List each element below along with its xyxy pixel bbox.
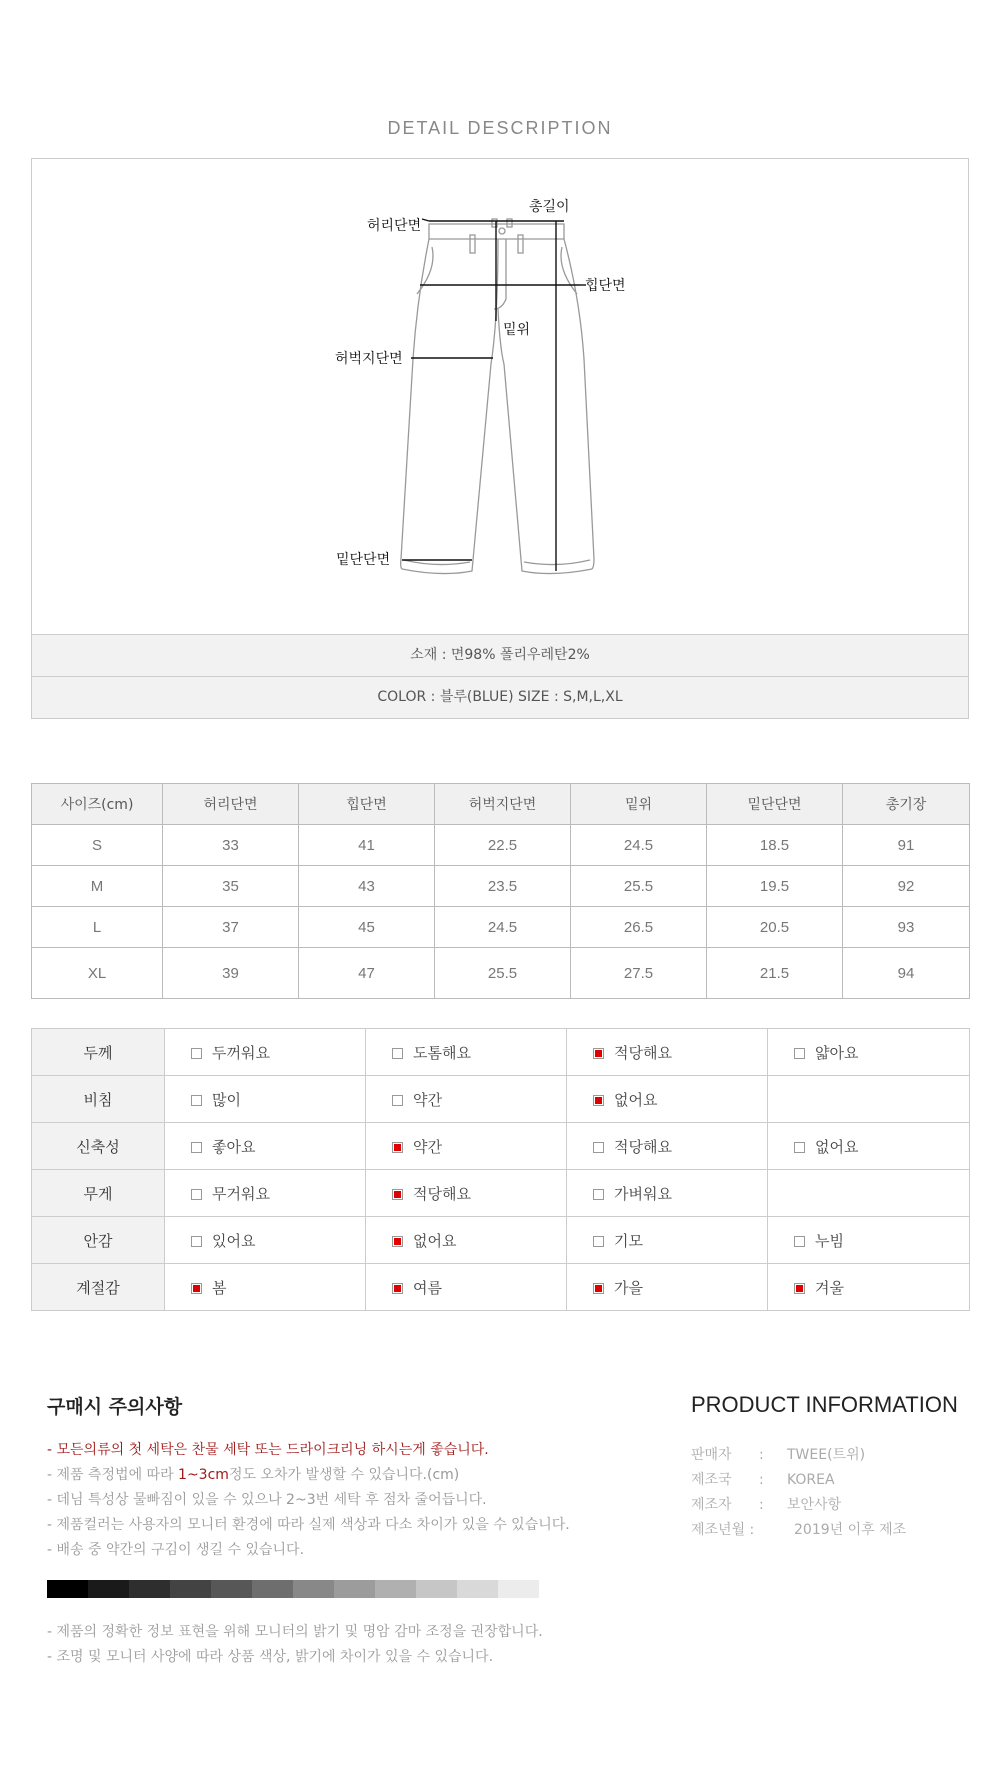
attribute-table	[31, 1028, 970, 1311]
label-total-length: 총길이	[529, 199, 570, 215]
product-info-label: 제조년월 :	[691, 1522, 755, 1538]
product-info-row	[691, 1494, 841, 1514]
checked-box-icon	[593, 1048, 604, 1059]
attribute-name: 무게	[32, 1170, 165, 1217]
table-row	[32, 825, 970, 866]
table-cell: 27.5	[571, 948, 707, 999]
table-cell: XL	[32, 948, 163, 999]
unchecked-box-icon	[794, 1048, 805, 1059]
label-hip: 힙단면	[585, 278, 626, 294]
pants-diagram-panel	[31, 158, 969, 634]
size-table	[31, 783, 970, 999]
table-cell: 37	[163, 907, 299, 948]
product-info-row	[691, 1519, 906, 1539]
attribute-option	[768, 1170, 970, 1217]
table-cell: 92	[843, 866, 970, 907]
attribute-option	[567, 1123, 768, 1170]
notice-title: 구매시 주의사항	[47, 1396, 183, 1418]
option-label: 적당해요	[413, 1184, 471, 1203]
label-thigh: 허벅지단면	[335, 351, 403, 367]
attribute-option	[366, 1170, 567, 1217]
attribute-option	[165, 1076, 366, 1123]
product-info-value: KOREA	[787, 1472, 835, 1488]
unchecked-box-icon	[794, 1142, 805, 1153]
notice-line	[47, 1464, 459, 1484]
option-label: 없어요	[413, 1231, 457, 1250]
table-row	[32, 907, 970, 948]
attribute-option	[366, 1029, 567, 1076]
unchecked-box-icon	[191, 1048, 202, 1059]
table-cell: 33	[163, 825, 299, 866]
table-cell: 39	[163, 948, 299, 999]
pants-diagram	[32, 159, 970, 635]
table-cell: 22.5	[435, 825, 571, 866]
unchecked-box-icon	[191, 1236, 202, 1247]
table-cell: M	[32, 866, 163, 907]
unchecked-box-icon	[794, 1236, 805, 1247]
product-info-label: 판매자	[691, 1447, 732, 1463]
attribute-option	[366, 1264, 567, 1311]
gray-swatch	[252, 1580, 293, 1598]
notice-highlight: 1~3cm	[178, 1467, 229, 1483]
attribute-option	[366, 1076, 567, 1123]
table-cell: 20.5	[707, 907, 843, 948]
product-info-sep: :	[759, 1472, 764, 1488]
attribute-option	[165, 1217, 366, 1264]
table-cell: 24.5	[571, 825, 707, 866]
attribute-option	[567, 1264, 768, 1311]
notice-text: 정도 오차가 발생할 수 있습니다.(cm)	[228, 1467, 460, 1483]
checked-box-icon	[392, 1283, 403, 1294]
option-label: 적당해요	[614, 1043, 672, 1062]
option-label: 가벼워요	[614, 1184, 672, 1203]
gray-swatch	[334, 1580, 375, 1598]
table-cell: 26.5	[571, 907, 707, 948]
table-cell: 94	[843, 948, 970, 999]
attribute-option	[768, 1264, 970, 1311]
table-cell: 35	[163, 866, 299, 907]
option-label: 많이	[212, 1090, 241, 1109]
checked-box-icon	[593, 1283, 604, 1294]
table-row	[32, 866, 970, 907]
gray-swatch	[293, 1580, 334, 1598]
label-waist: 허리단면	[367, 218, 422, 234]
header-hip: 힙단면	[299, 784, 435, 825]
option-label: 좋아요	[212, 1137, 256, 1156]
attribute-row	[32, 1076, 970, 1123]
table-cell: L	[32, 907, 163, 948]
header-total-length: 총기장	[843, 784, 970, 825]
option-label: 두꺼워요	[212, 1043, 270, 1062]
attribute-name: 신축성	[32, 1123, 165, 1170]
product-info-value: 보안사항	[787, 1497, 842, 1513]
attribute-option	[567, 1217, 768, 1264]
gray-swatch	[457, 1580, 498, 1598]
checked-box-icon	[392, 1142, 403, 1153]
gray-swatch	[47, 1580, 88, 1598]
header-waist: 허리단면	[163, 784, 299, 825]
gray-swatch	[211, 1580, 252, 1598]
table-cell: 19.5	[707, 866, 843, 907]
color-size-bar: COLOR : 블루(BLUE) SIZE : S,M,L,XL	[31, 676, 969, 719]
attribute-row	[32, 1217, 970, 1264]
gray-swatch	[88, 1580, 129, 1598]
attribute-name: 두께	[32, 1029, 165, 1076]
unchecked-box-icon	[392, 1095, 403, 1106]
attribute-option	[768, 1076, 970, 1123]
table-cell: 47	[299, 948, 435, 999]
table-row	[32, 948, 970, 999]
attribute-name: 계절감	[32, 1264, 165, 1311]
attribute-option	[567, 1029, 768, 1076]
attribute-option	[567, 1076, 768, 1123]
notice-line: - 제품의 정확한 정보 표현을 위해 모니터의 밝기 및 명암 감마 조정을 권장합니다.	[47, 1624, 543, 1640]
product-info-value: TWEE(트위)	[787, 1447, 866, 1463]
attribute-option	[366, 1217, 567, 1264]
gray-swatch	[416, 1580, 457, 1598]
size-table-header	[32, 784, 970, 825]
table-cell: 25.5	[571, 866, 707, 907]
unchecked-box-icon	[392, 1048, 403, 1059]
unchecked-box-icon	[191, 1189, 202, 1200]
table-cell: S	[32, 825, 163, 866]
option-label: 무거워요	[212, 1184, 270, 1203]
product-info-label: 제조국	[691, 1472, 732, 1488]
header-hem: 밑단단면	[707, 784, 843, 825]
attribute-name: 안감	[32, 1217, 165, 1264]
header-size: 사이즈(cm)	[32, 784, 163, 825]
option-label: 적당해요	[614, 1137, 672, 1156]
option-label: 누빔	[815, 1231, 844, 1250]
option-label: 약간	[413, 1090, 442, 1109]
table-cell: 93	[843, 907, 970, 948]
option-label: 기모	[614, 1231, 643, 1250]
option-label: 봄	[212, 1278, 227, 1297]
notice-line: - 배송 중 약간의 구김이 생길 수 있습니다.	[47, 1542, 305, 1558]
option-label: 얇아요	[815, 1043, 859, 1062]
checked-box-icon	[794, 1283, 805, 1294]
unchecked-box-icon	[593, 1236, 604, 1247]
table-cell: 91	[843, 825, 970, 866]
label-hem: 밑단단면	[336, 552, 391, 568]
attribute-option	[165, 1264, 366, 1311]
attribute-option	[165, 1029, 366, 1076]
option-label: 있어요	[212, 1231, 256, 1250]
gray-swatch	[170, 1580, 211, 1598]
notice-line: - 모든의류의 첫 세탁은 찬물 세탁 또는 드라이크리닝 하시는게 좋습니다.	[47, 1442, 489, 1458]
option-label: 도톰해요	[413, 1043, 471, 1062]
label-rise: 밑위	[503, 322, 531, 338]
attribute-row	[32, 1123, 970, 1170]
unchecked-box-icon	[191, 1095, 202, 1106]
notice-line: - 데님 특성상 물빠짐이 있을 수 있으나 2~3번 세탁 후 점차 줄어듭니다.	[47, 1492, 487, 1508]
attribute-option	[768, 1217, 970, 1264]
table-cell: 18.5	[707, 825, 843, 866]
option-label: 겨울	[815, 1278, 844, 1297]
gray-swatch	[129, 1580, 170, 1598]
option-label: 없어요	[815, 1137, 859, 1156]
page-title: DETAIL DESCRIPTION	[387, 118, 613, 138]
attribute-option	[768, 1029, 970, 1076]
product-info-label: 제조자	[691, 1497, 732, 1513]
option-label: 여름	[413, 1278, 442, 1297]
header-rise: 밑위	[571, 784, 707, 825]
checked-box-icon	[593, 1095, 604, 1106]
attribute-option	[567, 1170, 768, 1217]
material-bar: 소재 : 면98% 폴리우레탄2%	[31, 634, 969, 677]
attribute-option	[366, 1123, 567, 1170]
product-info-title: PRODUCT INFORMATION	[691, 1392, 958, 1417]
gray-swatch	[375, 1580, 416, 1598]
product-info-value: 2019년 이후 제조	[794, 1522, 907, 1538]
attribute-option	[165, 1170, 366, 1217]
unchecked-box-icon	[191, 1142, 202, 1153]
notice-line: - 제품컬러는 사용자의 모니터 환경에 따라 실제 색상과 다소 차이가 있을 수 있습니다.	[47, 1517, 570, 1533]
option-label: 가을	[614, 1278, 643, 1297]
notice-line: - 조명 및 모니터 사양에 따라 상품 색상, 밝기에 차이가 있을 수 있습니다.	[47, 1649, 494, 1665]
attribute-name: 비침	[32, 1076, 165, 1123]
table-cell: 43	[299, 866, 435, 907]
table-cell: 23.5	[435, 866, 571, 907]
attribute-row	[32, 1264, 970, 1311]
notice-text: - 제품 측정법에 따라	[47, 1467, 179, 1483]
attribute-option	[768, 1123, 970, 1170]
gray-swatch	[498, 1580, 539, 1598]
product-info-row	[691, 1469, 835, 1489]
option-label: 없어요	[614, 1090, 658, 1109]
attribute-option	[165, 1123, 366, 1170]
checked-box-icon	[191, 1283, 202, 1294]
checked-box-icon	[392, 1189, 403, 1200]
unchecked-box-icon	[593, 1142, 604, 1153]
attribute-row	[32, 1170, 970, 1217]
gray-palette	[47, 1580, 539, 1598]
attribute-row	[32, 1029, 970, 1076]
table-cell: 25.5	[435, 948, 571, 999]
unchecked-box-icon	[593, 1189, 604, 1200]
product-info-sep: :	[759, 1497, 764, 1513]
checked-box-icon	[392, 1236, 403, 1247]
table-cell: 45	[299, 907, 435, 948]
product-info-row	[691, 1444, 865, 1464]
option-label: 약간	[413, 1137, 442, 1156]
table-cell: 21.5	[707, 948, 843, 999]
header-thigh: 허벅지단면	[435, 784, 571, 825]
table-cell: 24.5	[435, 907, 571, 948]
product-info-sep: :	[759, 1447, 764, 1463]
table-cell: 41	[299, 825, 435, 866]
